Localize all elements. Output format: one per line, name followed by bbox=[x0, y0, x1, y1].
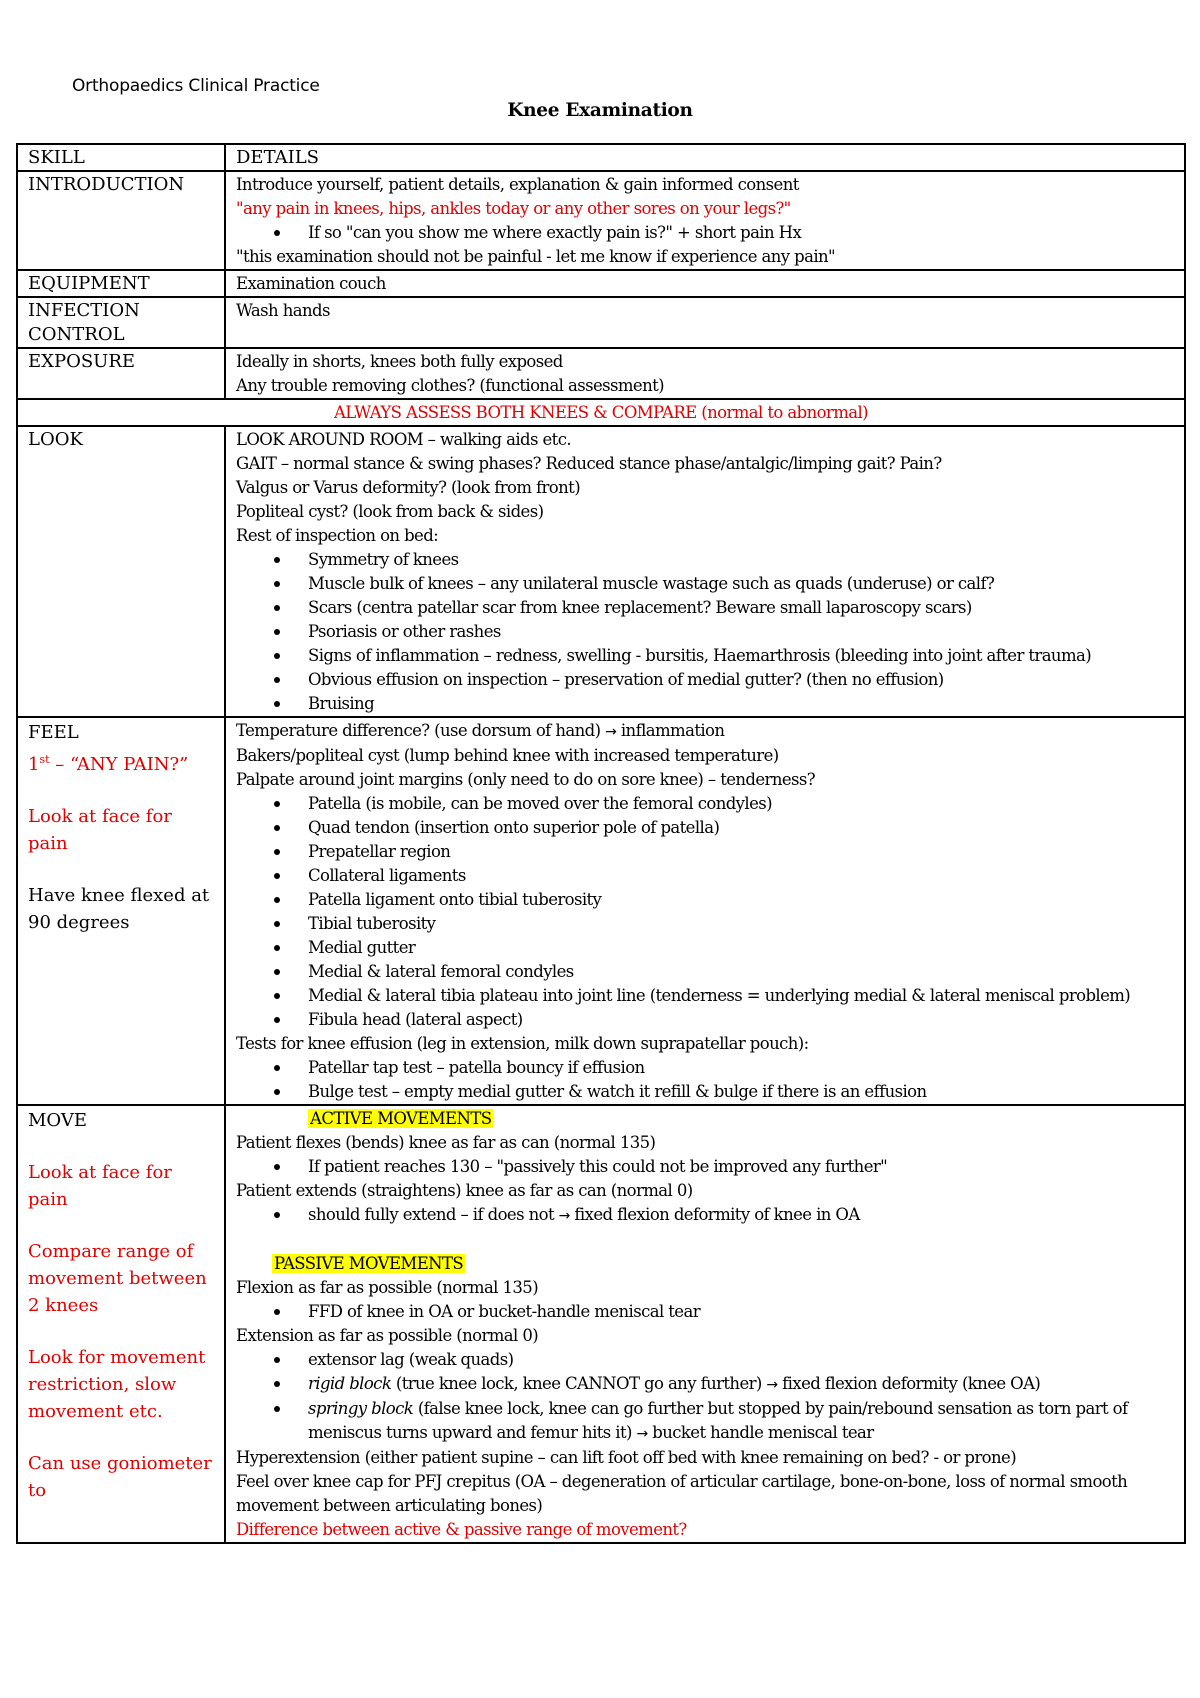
look-bullets bbox=[236, 548, 1174, 716]
details-move bbox=[225, 1105, 1185, 1543]
list-item: Fibula head (lateral aspect) bbox=[308, 1008, 1174, 1032]
list-item: extensor lag (weak quads) bbox=[308, 1348, 1174, 1372]
list-item: Psoriasis or other rashes bbox=[308, 620, 1174, 644]
move-line: Feel over knee cap for PFJ crepitus (OA – degeneration of articular cartilage, bone-on-bone, loss of normal smooth movement between articulating bones) bbox=[236, 1472, 1128, 1515]
skill-equipment: EQUIPMENT bbox=[17, 270, 225, 297]
feel-line: Palpate around joint margins (only need to do on sore knee) – tenderness? bbox=[236, 770, 816, 789]
list-item: Bulge test – empty medial gutter & watch it refill & bulge if there is an effusion bbox=[308, 1080, 1174, 1104]
feel-effusion-bullets bbox=[236, 1056, 1174, 1104]
row-equipment bbox=[17, 270, 1185, 297]
move-goniometer-note: Can use goniometer to bbox=[28, 1453, 212, 1501]
feel-any-pain-note: 1st – “ANY PAIN?” bbox=[28, 753, 189, 775]
list-item: Obvious effusion on inspection – preservation of medial gutter? (then no effusion) bbox=[308, 668, 1174, 692]
list-item: If so "can you show me where exactly pain is?" + short pain Hx bbox=[308, 221, 1174, 245]
list-item: springy block (false knee lock, knee can go further but stopped by pain/rebound sensation as torn part of meniscus turns upward and femur hits it) → bucket handle meniscal tear bbox=[308, 1397, 1174, 1446]
arrow-right-icon: → bbox=[766, 1377, 778, 1393]
row-infection-control bbox=[17, 297, 1185, 348]
active-bullets-1 bbox=[236, 1155, 1174, 1179]
arrow-right-icon: → bbox=[636, 1426, 648, 1442]
move-line: Extension as far as possible (normal 0) bbox=[236, 1326, 539, 1345]
active-movements-heading: ACTIVE MOVEMENTS bbox=[310, 1109, 492, 1128]
feel-line: Bakers/popliteal cyst (lump behind knee with increased temperature) bbox=[236, 746, 779, 765]
feel-line: Tests for knee effusion (leg in extension, milk down suprapatellar pouch): bbox=[236, 1034, 809, 1053]
passive-bullets-2 bbox=[236, 1348, 1174, 1446]
passive-bullets-1 bbox=[236, 1300, 1174, 1324]
list-item: If patient reaches 130 – "passively this could not be improved any further" bbox=[308, 1155, 1174, 1179]
list-item: Patella (is mobile, can be moved over the femoral condyles) bbox=[308, 792, 1174, 816]
move-line: Patient extends (straightens) knee as far as can (normal 0) bbox=[236, 1181, 693, 1200]
intro-reassurance: "this examination should not be painful - let me know if experience any pain" bbox=[236, 247, 836, 266]
table-header-row bbox=[17, 144, 1185, 171]
list-item: Medial & lateral femoral condyles bbox=[308, 960, 1174, 984]
list-item: Patellar tap test – patella bouncy if effusion bbox=[308, 1056, 1174, 1080]
details-look bbox=[225, 426, 1185, 717]
list-item: Patella ligament onto tibial tuberosity bbox=[308, 888, 1174, 912]
feel-palpation-bullets bbox=[236, 792, 1174, 1032]
feel-line: Temperature difference? (use dorsum of hand) → inflammation bbox=[236, 721, 725, 740]
document-header: Orthopaedics Clinical Practice bbox=[72, 76, 320, 96]
list-item: Prepatellar region bbox=[308, 840, 1174, 864]
list-item: should fully extend – if does not → fixed flexion deformity of knee in OA bbox=[308, 1203, 1174, 1228]
skill-move bbox=[17, 1105, 225, 1543]
details-exposure bbox=[225, 348, 1185, 399]
list-item: Bruising bbox=[308, 692, 1174, 716]
skill-infection-control bbox=[17, 297, 225, 348]
list-item: Medial & lateral tibia plateau into joint line (tenderness = underlying medial & lateral meniscal problem) bbox=[308, 984, 1174, 1008]
feel-face-note: Look at face for pain bbox=[28, 806, 172, 854]
feel-flexion-note: Have knee flexed at 90 degrees bbox=[28, 885, 210, 933]
row-look bbox=[17, 426, 1185, 717]
skill-infection-label-2: CONTROL bbox=[28, 324, 125, 345]
move-line: Patient flexes (bends) knee as far as can (normal 135) bbox=[236, 1133, 656, 1152]
exposure-line: Ideally in shorts, knees both fully exposed bbox=[236, 352, 563, 371]
move-difference-question: Difference between active & passive range of movement? bbox=[236, 1520, 687, 1539]
skill-look: LOOK bbox=[17, 426, 225, 717]
list-item: Medial gutter bbox=[308, 936, 1174, 960]
arrow-right-icon: → bbox=[605, 724, 617, 740]
list-item: Symmetry of knees bbox=[308, 548, 1174, 572]
row-feel bbox=[17, 717, 1185, 1105]
list-item: Tibial tuberosity bbox=[308, 912, 1174, 936]
row-banner bbox=[17, 399, 1185, 426]
arrow-right-icon: → bbox=[558, 1208, 570, 1224]
details-infection-control: Wash hands bbox=[225, 297, 1185, 348]
list-item: Muscle bulk of knees – any unilateral muscle wastage such as quads (underuse) or calf? bbox=[308, 572, 1174, 596]
skill-feel bbox=[17, 717, 225, 1105]
column-header-details: DETAILS bbox=[225, 144, 1185, 171]
row-move bbox=[17, 1105, 1185, 1543]
column-header-skill: SKILL bbox=[17, 144, 225, 171]
skill-exposure: EXPOSURE bbox=[17, 348, 225, 399]
row-introduction bbox=[17, 171, 1185, 270]
skill-move-label: MOVE bbox=[28, 1110, 88, 1131]
look-line: Rest of inspection on bed: bbox=[236, 526, 439, 545]
skill-introduction: INTRODUCTION bbox=[17, 171, 225, 270]
list-item: Quad tendon (insertion onto superior pole of patella) bbox=[308, 816, 1174, 840]
move-compare-note: Compare range of movement between 2 knees bbox=[28, 1241, 207, 1316]
page-title: Knee Examination bbox=[507, 100, 693, 121]
exposure-line: Any trouble removing clothes? (functional assessment) bbox=[236, 376, 664, 395]
list-item: Collateral ligaments bbox=[308, 864, 1174, 888]
list-item: Scars (centra patellar scar from knee replacement? Beware small laparoscopy scars) bbox=[308, 596, 1174, 620]
list-item: FFD of knee in OA or bucket-handle meniscal tear bbox=[308, 1300, 1174, 1324]
move-line: Hyperextension (either patient supine – can lift foot off bed with knee remaining on bed? - or prone) bbox=[236, 1448, 1017, 1467]
row-exposure bbox=[17, 348, 1185, 399]
list-item: rigid block (true knee lock, knee CANNOT go any further) → fixed flexion deformity (knee OA) bbox=[308, 1372, 1174, 1397]
skill-infection-label-1: INFECTION bbox=[28, 300, 140, 321]
look-line: LOOK AROUND ROOM – walking aids etc. bbox=[236, 430, 571, 449]
look-line: GAIT – normal stance & swing phases? Reduced stance phase/antalgic/limping gait? Pain? bbox=[236, 454, 942, 473]
move-restriction-note: Look for movement restriction, slow movement etc. bbox=[28, 1347, 206, 1422]
compare-banner: ALWAYS ASSESS BOTH KNEES & COMPARE (normal to abnormal) bbox=[17, 399, 1185, 426]
active-bullets-2 bbox=[236, 1203, 1174, 1228]
skill-feel-label: FEEL bbox=[28, 722, 79, 743]
passive-movements-heading: PASSIVE MOVEMENTS bbox=[274, 1254, 464, 1273]
list-item: Signs of inflammation – redness, swelling - bursitis, Haemarthrosis (bleeding into joint after trauma) bbox=[308, 644, 1174, 668]
look-line: Popliteal cyst? (look from back & sides) bbox=[236, 502, 544, 521]
details-equipment: Examination couch bbox=[225, 270, 1185, 297]
details-feel bbox=[225, 717, 1185, 1105]
knee-exam-table bbox=[16, 143, 1186, 1544]
intro-pain-question: "any pain in knees, hips, ankles today or any other sores on your legs?" bbox=[236, 199, 791, 218]
details-introduction bbox=[225, 171, 1185, 270]
intro-bullets bbox=[236, 221, 1174, 245]
intro-line: Introduce yourself, patient details, explanation & gain informed consent bbox=[236, 175, 799, 194]
move-line: Flexion as far as possible (normal 135) bbox=[236, 1278, 539, 1297]
move-face-note: Look at face for pain bbox=[28, 1162, 172, 1210]
look-line: Valgus or Varus deformity? (look from front) bbox=[236, 478, 581, 497]
